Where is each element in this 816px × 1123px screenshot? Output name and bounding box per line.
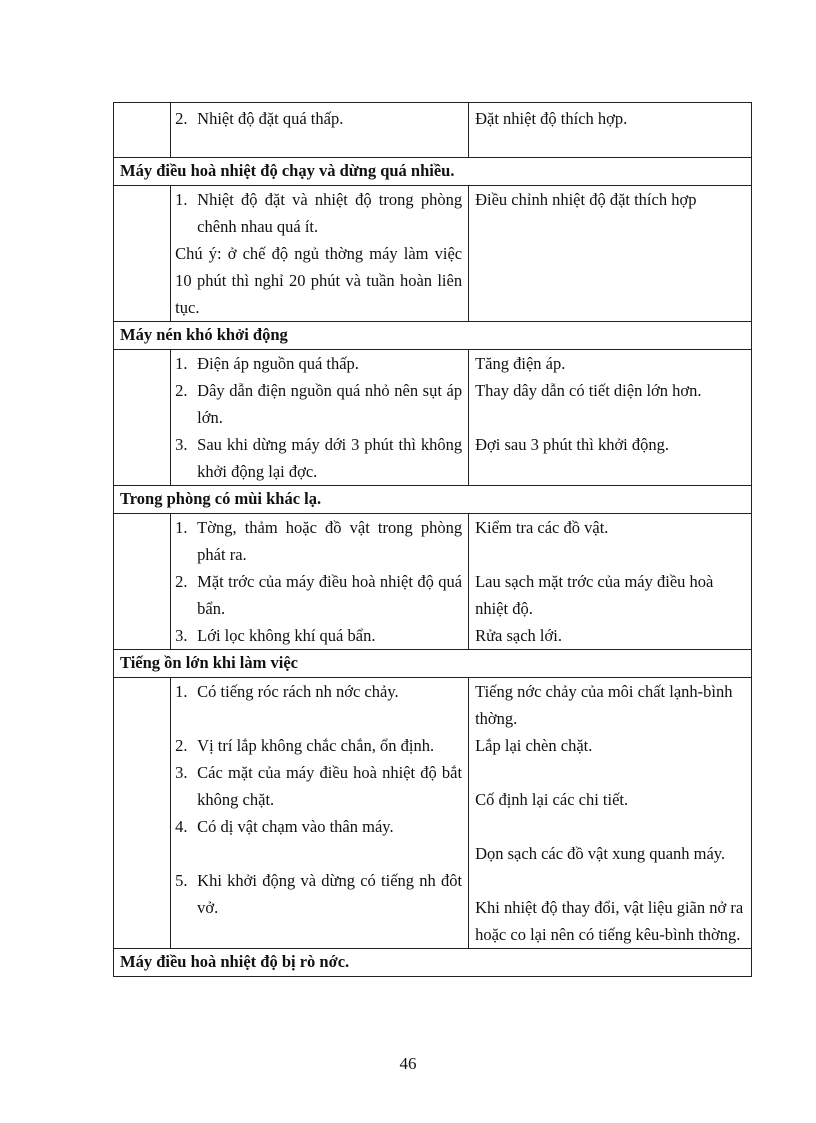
item-number: 1. [175,682,188,701]
item-number: 1. [175,518,188,537]
cause-item [171,759,468,813]
item-text: Nhiệt độ đặt quá thấp. [197,109,344,128]
page-number: 46 [399,1054,417,1073]
troubleshooting-table [113,102,752,977]
cause-item [171,622,468,649]
table-row [114,514,752,650]
cause-cell [171,678,469,949]
item-number: 3. [175,763,188,782]
solution-text: Thay dây dẫn có tiết diện lớn hơn. [475,381,702,400]
section-header-row [114,158,752,186]
solution-cell [469,350,752,486]
section-title: Trong phòng có mùi khác lạ. [114,486,752,514]
empty-cell [114,350,171,486]
item-number: 4. [175,817,188,836]
solution-text: Tiếng nớc chảy của môi chất lạnh-bình thờng. [475,682,733,728]
cause-item [171,732,468,759]
solution-text: Kiểm tra các đồ vật. [475,518,609,537]
cause-item [171,350,468,377]
item-text: Sau khi dừng máy dới 3 phút thì không khởi động lại đợc. [197,435,463,481]
empty-cell [114,186,171,322]
cause-item [171,514,468,568]
section-title: Tiếng ồn lớn khi làm việc [114,650,752,678]
note-text: Chú ý: ở chế độ ngủ thờng máy làm việc 10 phút thì nghỉ 20 phút và tuần hoàn liên tục. [175,244,463,317]
item-text: Vị trí lắp không chắc chắn, ổn định. [197,736,435,755]
section-header-row [114,322,752,350]
cause-cell [171,350,469,486]
section-title: Máy nén khó khởi động [114,322,752,350]
item-text: Khi khởi động và dừng có tiếng nh đôt vở. [197,871,463,917]
item-text: Các mặt của máy điều hoà nhiệt độ bắt không chặt. [197,763,463,809]
item-text: Có tiếng róc rách nh nớc chảy. [197,682,399,701]
section-title: Máy điều hoà nhiệt độ bị rò nớc. [114,949,752,977]
cause-item [171,105,468,132]
item-number: 2. [175,736,188,755]
item-text: Lới lọc không khí quá bẩn. [197,626,376,645]
table-row [114,678,752,949]
item-text: Dây dẫn điện nguồn quá nhỏ nên sụt áp lớn. [197,381,463,427]
solution-text: Điều chỉnh nhiệt độ đặt thích hợp [475,190,697,209]
cause-item [171,431,468,485]
solution-text: Đợi sau 3 phút thì khởi động. [475,435,670,454]
cause-cell [171,186,469,322]
item-number: 1. [175,354,188,373]
empty-cell [114,678,171,949]
cause-item [171,678,468,732]
section-header-row [114,650,752,678]
cause-item [171,867,468,921]
cause-cell [171,514,469,650]
section-title: Máy điều hoà nhiệt độ chạy và dừng quá nhiều. [114,158,752,186]
cause-item [171,377,468,431]
solution-text: Tăng điện áp. [475,354,566,373]
solution-text: Đặt nhiệt độ thích hợp. [475,109,628,128]
solution-text: Lau sạch mặt trớc của máy điều hoà nhiệt độ. [475,572,714,618]
cause-cell [171,103,469,158]
solution-cell [469,186,752,322]
solution-text: Rửa sạch lới. [475,626,562,645]
item-text: Mặt trớc của máy điều hoà nhiệt độ quá bẩn. [197,572,463,618]
solution-cell [469,678,752,949]
solution-text: Khi nhiệt độ thay đổi, vật liệu giãn nở ra hoặc co lại nên có tiếng kêu-bình thờng. [475,898,744,944]
cause-item [171,813,468,867]
table-row [114,103,752,158]
cause-item [171,568,468,622]
item-text: Có dị vật chạm vào thân máy. [197,817,394,836]
solution-cell [469,103,752,158]
table-row [114,350,752,486]
item-text: Điện áp nguồn quá thấp. [197,354,359,373]
table-row [114,186,752,322]
item-number: 1. [175,190,188,209]
solution-text: Lắp lại chèn chặt. [475,736,593,755]
item-text: Nhiệt độ đặt và nhiệt độ trong phòng chênh nhau quá ít. [197,190,463,236]
item-number: 2. [175,572,188,591]
solution-cell [469,514,752,650]
section-header-row [114,486,752,514]
empty-cell [114,103,171,158]
item-number: 2. [175,109,188,128]
item-number: 3. [175,435,188,454]
solution-text: Dọn sạch các đồ vật xung quanh máy. [475,844,726,863]
item-number: 5. [175,871,188,890]
item-number: 3. [175,626,188,645]
cause-item [171,186,468,240]
item-text: Tờng, thảm hoặc đồ vật trong phòng phát ra. [197,518,463,564]
solution-text: Cố định lại các chi tiết. [475,790,629,809]
empty-cell [114,514,171,650]
item-number: 2. [175,381,188,400]
section-header-row [114,949,752,977]
